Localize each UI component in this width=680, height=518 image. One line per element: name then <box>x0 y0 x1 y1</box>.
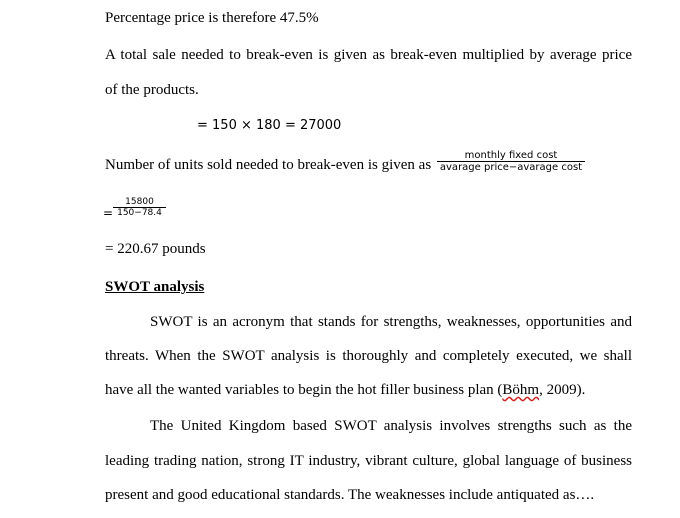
uk-paragraph-line-1: The United Kingdom based SWOT analysis involves strengths such as the <box>150 418 632 434</box>
total-sale-line: A total sale needed to break-even is given as break-even multiplied by average price <box>105 47 632 63</box>
units-fraction <box>437 150 585 173</box>
percentage-price-line: Percentage price is therefore 47.5% <box>105 10 319 26</box>
units-fraction-denominator: avarage price−avarage cost <box>439 162 583 173</box>
computed-fraction-numerator: 15800 <box>125 197 154 207</box>
swot-paragraph-line-1: SWOT is an acronym that stands for strengths, weaknesses, opportunities and <box>150 314 632 330</box>
products-line: of the products. <box>105 82 199 98</box>
swot-paragraph-line-3 <box>105 381 585 399</box>
swot-paragraph-line-2: threats. When the SWOT analysis is thoroughly and completely executed, we shall <box>105 348 632 364</box>
swot-paragraph-line-3-text: have all the wanted variables to begin the hot filler business plan ( <box>105 382 503 398</box>
computed-fraction <box>113 197 166 218</box>
units-fraction-numerator: monthly fixed cost <box>464 150 558 161</box>
equals-sign: = <box>103 206 114 220</box>
uk-paragraph-line-2: leading trading nation, strong IT industry, vibrant culture, global language of business <box>105 453 632 469</box>
swot-heading: SWOT analysis <box>105 279 205 295</box>
citation-year: , 2009). <box>539 382 586 398</box>
result-line: = 220.67 pounds <box>105 241 206 257</box>
break-even-equation: = 150 × 180 = 27000 <box>197 118 342 133</box>
citation-author: Böhm <box>502 382 540 398</box>
units-sold-text: Number of units sold needed to break-even is given as <box>105 157 432 173</box>
uk-paragraph-line-3: present and good educational standards. The weaknesses include antiquated as…. <box>105 487 595 503</box>
computed-fraction-denominator: 150−78.4 <box>117 208 162 218</box>
